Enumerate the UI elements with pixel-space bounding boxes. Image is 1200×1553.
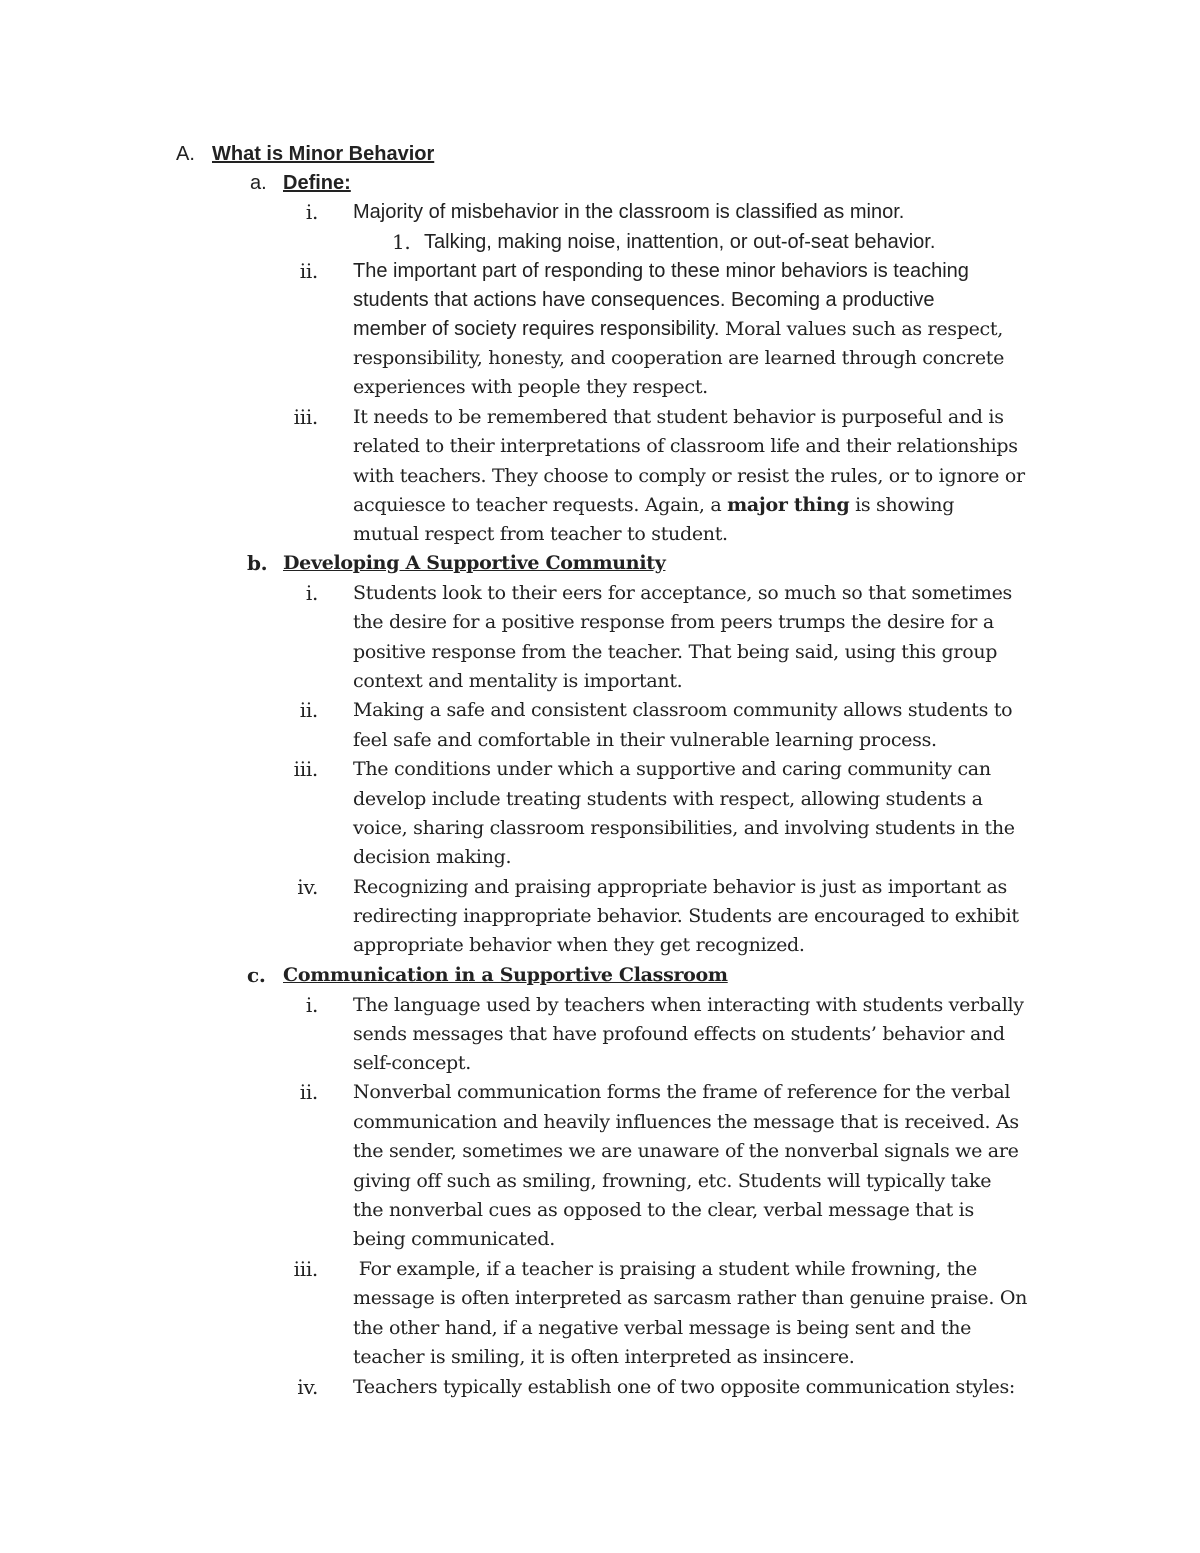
community-iii-line3: voice, sharing classroom responsibilities, and involving students in the	[353, 817, 1015, 839]
communication-title: Communication in a Supportive Classroom	[283, 964, 728, 986]
community-iii-line2: develop include treating students with respect, allowing students a	[353, 788, 983, 810]
community-ii-marker: ii.	[299, 698, 318, 722]
communication-ii-line5: the nonverbal cues as opposed to the clear, verbal message that is	[353, 1199, 974, 1221]
community-i-line4: context and mentality is important.	[353, 670, 683, 692]
define-i-1-text: Talking, making noise, inattention, or out-of-seat behavior.	[424, 231, 936, 253]
communication-i-line1: The language used by teachers when interacting with students verbally	[353, 994, 1024, 1016]
define-iii-line3: with teachers. They choose to comply or resist the rules, or to ignore or	[353, 465, 1025, 487]
community-iii-line4: decision making.	[353, 846, 512, 868]
define-ii-line3-b: Moral values such as respect,	[725, 318, 1003, 340]
community-iv-marker: iv.	[297, 875, 318, 899]
community-i-line1: Students look to their eers for acceptance, so much so that sometimes	[353, 582, 1013, 604]
communication-ii-marker: ii.	[299, 1080, 318, 1104]
define-iii-line5: mutual respect from teacher to student.	[353, 523, 728, 545]
community-i-marker: i.	[305, 581, 318, 605]
communication-ii-line6: being communicated.	[353, 1228, 555, 1250]
community-iv-line3: appropriate behavior when they get recognized.	[353, 934, 805, 956]
communication-iii-line2: message is often interpreted as sarcasm rather than genuine praise. On	[353, 1287, 1028, 1309]
define-ii-line3	[353, 315, 1003, 344]
community-i-line2: the desire for a positive response from peers trumps the desire for a	[353, 611, 994, 633]
section-a-title: What is Minor Behavior	[212, 143, 435, 165]
define-iii-line4-a: acquiesce to teacher requests. Again, a	[353, 494, 722, 516]
communication-i-line3: self-concept.	[353, 1052, 471, 1074]
communication-marker: c.	[247, 963, 266, 987]
communication-ii-line2: communication and heavily influences the message that is received. As	[353, 1111, 1019, 1133]
define-iii-line2: related to their interpretations of classroom life and their relationships	[353, 435, 1018, 457]
communication-iii-line1: For example, if a teacher is praising a student while frowning, the	[353, 1258, 977, 1280]
communication-ii-line1: Nonverbal communication forms the frame of reference for the verbal	[353, 1081, 1011, 1103]
communication-ii-line4: giving off such as smiling, frowning, etc. Students will typically take	[353, 1170, 992, 1192]
community-iv-line2: redirecting inappropriate behavior. Students are encouraged to exhibit	[353, 905, 1019, 927]
community-iii-line1: The conditions under which a supportive and caring community can	[353, 758, 991, 780]
define-iii-line4	[353, 491, 954, 520]
communication-iii-marker: iii.	[293, 1257, 318, 1281]
define-ii-line5: experiences with people they respect.	[353, 376, 708, 398]
define-ii-line4: responsibility, honesty, and cooperation are learned through concrete	[353, 347, 1005, 369]
communication-iii-line4: teacher is smiling, it is often interpreted as insincere.	[353, 1346, 855, 1368]
define-ii-marker: ii.	[299, 259, 318, 283]
communication-iv-line1: Teachers typically establish one of two opposite communication styles:	[353, 1376, 1016, 1398]
define-ii-line1: The important part of responding to these minor behaviors is teaching	[353, 260, 969, 282]
communication-iii-line3: the other hand, if a negative verbal message is being sent and the	[353, 1317, 972, 1339]
communication-iv-marker: iv.	[297, 1375, 318, 1399]
define-marker: a.	[250, 172, 267, 194]
define-i-text: Majority of misbehavior in the classroom is classified as minor.	[353, 201, 905, 223]
community-title: Developing A Supportive Community	[283, 552, 666, 574]
communication-i-line2: sends messages that have profound effects on students’ behavior and	[353, 1023, 1005, 1045]
community-ii-line1: Making a safe and consistent classroom community allows students to	[353, 699, 1013, 721]
community-i-line3: positive response from the teacher. That being said, using this group	[353, 641, 998, 663]
community-marker: b.	[247, 551, 268, 575]
define-title: Define:	[283, 172, 351, 194]
define-iii-line4-end: is showing	[855, 494, 955, 516]
communication-i-marker: i.	[305, 993, 318, 1017]
define-iii-line1: It needs to be remembered that student behavior is purposeful and is	[353, 406, 1004, 428]
community-iv-line1: Recognizing and praising appropriate behavior is just as important as	[353, 876, 1007, 898]
communication-ii-line3: the sender, sometimes we are unaware of the nonverbal signals we are	[353, 1140, 1019, 1162]
community-ii-line2: feel safe and comfortable in their vulnerable learning process.	[353, 729, 937, 751]
section-a-marker: A.	[176, 143, 195, 165]
define-ii-line2: students that actions have consequences. Becoming a productive	[353, 289, 935, 311]
define-ii-line3-a: member of society requires responsibility.	[353, 318, 725, 340]
define-i-marker: i.	[305, 200, 318, 224]
define-i-1-marker: 1.	[392, 230, 411, 254]
community-iii-marker: iii.	[293, 757, 318, 781]
define-iii-line4-bold: major thing	[727, 494, 850, 516]
define-iii-marker: iii.	[293, 405, 318, 429]
